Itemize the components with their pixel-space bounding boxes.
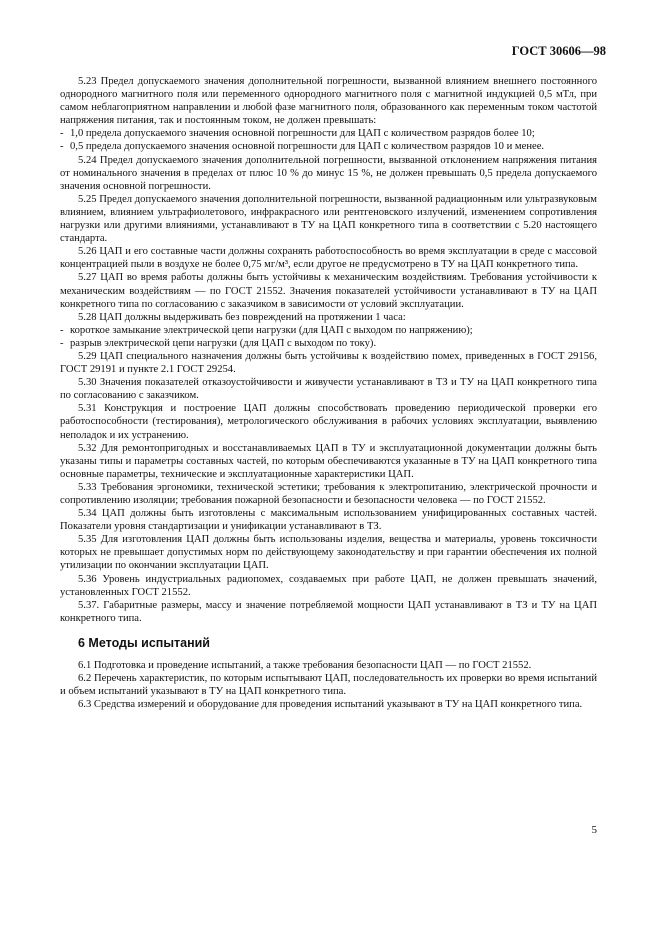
clause-paragraph: 5.27 ЦАП во время работы должны быть устойчивы к механическим воздействиям. Требования устойчивости к механическим воздействиям — по ГОСТ 21552. Значения показателей устойчивости устанавливают в ТУ на ЦАП конкретного типа по согласованию с заказчиком в зависимости от условий эксплуатации. [60,272,597,310]
clause-paragraph: 5.34 ЦАП должны быть изготовлены с максимальным использованием унифицированных составных частей. Показатели уровня стандартизации и унификации устанавливают в ТЗ. [60,508,597,533]
clauses-section-6 [60,659,597,711]
clause-paragraph: 5.26 ЦАП и его составные части должны сохранять работоспособность во время эксплуатации в среде с массовой концентрацией пыли в воздухе не более 0,75 мг/м³, если другое не предусмотрено в ТУ на ЦАП конкретного типа. [60,246,597,271]
clause-paragraph: 5.33 Требования эргономики, технической эстетики; требования к электропитанию, электрической прочности и сопротивлению изоляции; требования пожарной безопасности и безопасности человека — по ГОСТ 21552. [60,481,597,506]
document-id-header: ГОСТ 30606—98 [511,44,606,58]
list-item-text: короткое замыкание электрической цепи нагрузки (для ЦАП с выходом по напряжению); [70,324,473,336]
list-item [60,140,597,153]
clause-paragraph: 5.23 Предел допускаемого значения дополнительной погрешности, вызванной влиянием внешнего постоянного однородного магнитного поля или переменного однородного магнитного поля с магнитной индукцией 0,5 мТл, при самом неблагоприятном направлении и любой фазе магнитного поля, образованного как переменным током частотой напряжения питания, так и постоянным током, не должен превышать: [60,76,597,127]
list-item-text: 0,5 предела допускаемого значения основной погрешности для ЦАП с количеством разрядов 10 и менее. [70,141,545,153]
page-number: 5 [591,824,597,836]
list-item [60,127,597,140]
dash-marker: - [60,324,64,336]
clause-paragraph: 5.29 ЦАП специального назначения должны быть устойчивы к воздействию помех, приведенных в ГОСТ 29156, ГОСТ 29191 и пункте 2.1 ГОСТ 29254. [60,350,597,376]
list-item-text: разрыв электрической цепи нагрузки (для ЦАП с выходом по току). [70,337,377,349]
clause-paragraph: 6.3 Средства измерений и оборудование для проведения испытаний указывают в ТУ на ЦАП конкретного типа. [78,699,583,711]
clause-paragraph: 5.28 ЦАП должны выдерживать без повреждений на протяжении 1 часа: [78,311,406,323]
clauses-section-5 [60,75,597,625]
list-item [60,324,597,337]
clause-paragraph: 5.35 Для изготовления ЦАП должны быть использованы изделия, вещества и материалы, уровень токсичности которых не превышает допустимых норм по действующему законодательству и при гарантии обеспечения их полной утилизации по окончании эксплуатации ЦАП. [60,534,597,572]
clause-paragraph: 6.1 Подготовка и проведение испытаний, а также требования безопасности ЦАП — по ГОСТ 21552. [78,660,532,672]
dash-marker: - [60,337,64,349]
clause-paragraph: 5.24 Предел допускаемого значения дополнительной погрешности, вызванной отклонением напряжения питания от номинального значения в пределах от плюс 10 % до минус 15 %, не должен превышать 0,5 предела допускаемого значения основной погрешности. [60,154,597,192]
clause-paragraph: 5.32 Для ремонтопригодных и восстанавливаемых ЦАП в ТУ и эксплуатационной документации должны быть указаны типы и параметры составных частей, по которым обеспечиваются указанные в ТУ на ЦАП конкретного типа основные параметры, технические и эксплуатационные характеристики ЦАП. [60,442,597,480]
clause-paragraph: 5.37. Габаритные размеры, массу и значение потребляемой мощности ЦАП устанавливают в ТЗ и ТУ на ЦАП конкретного типа. [60,599,597,624]
clause-paragraph: 5.31 Конструкция и построение ЦАП должны способствовать проведению периодической проверки его работоспособности (тестирования), метрологического обслуживания в рабочих условиях эксплуатации, выявлению неполадок и их устранению. [60,403,597,441]
dash-marker: - [60,128,64,140]
list-item [60,337,597,350]
clause-paragraph: 5.36 Уровень индустриальных радиопомех, создаваемых при работе ЦАП, не должен превышать значений, установленных ГОСТ 21552. [60,573,597,598]
clause-paragraph: 5.30 Значения показателей отказоустойчивости и живучести устанавливают в ТЗ и ТУ на ЦАП конкретного типа по согласованию с заказчиком. [60,377,597,402]
section-heading: 6 Методы испытаний [78,635,210,650]
document-body [60,75,597,711]
clause-paragraph: 5.25 Предел допускаемого значения дополнительной погрешности, вызванной радиационным или ультразвуковым влиянием, влиянием ультрафиолетового, инфракрасного или рентгеновского излучений, изменением сопротивления нагрузки или другими влияниями, устанавливают в ТУ на ЦАП конкретного типа в соответствии с 5.20 настоящего стандарта. [60,193,597,245]
clause-paragraph: 6.2 Перечень характеристик, по которым испытывают ЦАП, последовательность их проверки во время испытаний и объем испытаний указывают в ТУ на ЦАП конкретного типа. [60,673,597,698]
dash-marker: - [60,141,64,153]
list-item-text: 1,0 предела допускаемого значения основной погрешности для ЦАП с количеством разрядов более 10; [70,128,535,140]
